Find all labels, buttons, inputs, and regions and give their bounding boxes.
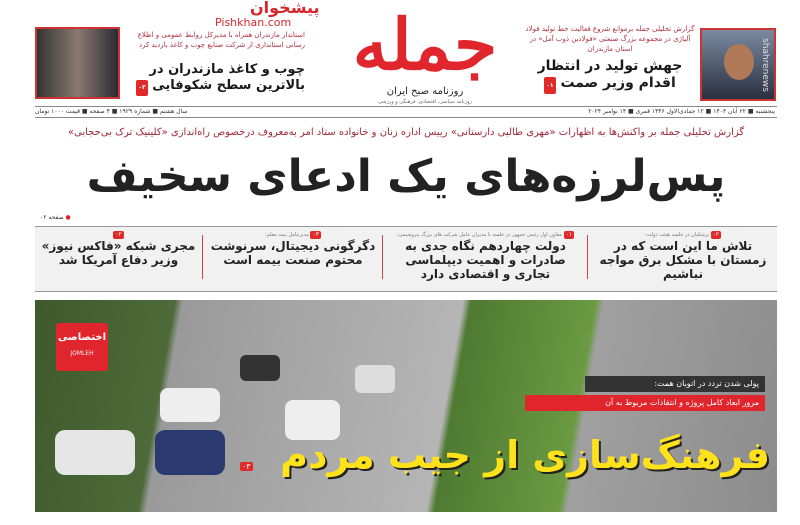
photo-watermark: shahrenews [760,38,771,92]
watermark-url: Pishkhan.com [215,16,292,29]
feature-kicker-1: پولی شدن تردد در اتوبان همت: [585,376,765,392]
main-page-ref: ● صفحه ۰۲ [40,214,71,221]
page-badge: ۰۲ [712,231,720,238]
story-column: ۰۲ پزشکیان در جلسه هیئت دولت: تلاش ما این است که در زمستان با مشکل برق مواجه نباشیم [599,231,767,281]
car [240,355,280,381]
feature-headline: فرهنگ‌سازی از جیب مردم [280,433,770,477]
car [155,430,225,475]
story-column: ۰۳ مدیرعامل بیمه معلم: دگرگونی دیجیتال، سرنوشت محتوم صنعت بیمه است [210,231,376,267]
main-kicker: گزارش تحلیلی جمله بر واکنش‌ها به اظهارات «مهری طالبی دارستانی» رییس اداره زنان و خانواده ستاد امر به‌معروف درخصوص راه‌اندازی «کلینیک ترک بی‌حجابی» [67,127,745,138]
page-badge: ۰۱ [565,231,573,238]
page-badge: ۰۳ [312,231,319,238]
watermark: پیشخوان [250,0,320,17]
page-badge: ۰۱ [544,77,555,94]
story-column: ۰۱ معاون اول رئیس جمهور در جلسه با مدیران عامل شرکت های بزرگ پتروشیمی: دولت چهاردهم نگاه جدی به صادرات و اهمیت دیپلماسی تجاری و اقتصادی دارد [396,231,573,281]
car [160,388,220,422]
face-shape [724,44,754,80]
dateline-date: پنجشنبه ■ ۲۲ آبان ۱۴۰۳ ■ ۱۲ جمادی‌الاول ۱۴۴۶ قمری ■ ۱۴ نوامبر ۲۰۲۴ [588,108,775,115]
rule [35,106,777,107]
top-left-photo [35,27,120,99]
rule [35,117,777,118]
secondary-stories [35,226,777,292]
top-left-headline: چوب و کاغذ مازندران در بالاترین سطح شکوفایی ۰۳ [126,62,305,96]
story-column: ۰۲ مجری شبکه «فاکس نیوز» وزیر دفاع آمریکا شد [41,231,196,267]
tagline: روزنامه صبح ایران [386,86,464,97]
top-right-kicker: گزارش تحلیلی جمله برموانع شروع فعالیت خط تولید فولاد آلیاژی در مجموعه بزرگ صنعتی «فولادین ذوب آمل» در استان مازندران [525,25,695,53]
descriptor: روزنامه سیاسی، اقتصادی، فرهنگی و ورزشی [378,99,472,105]
feature-kicker-2: مرور ابعاد کامل پروژه و انتقادات مربوط به آن [525,395,765,411]
page-badge: ۰۳ [136,80,147,96]
top-right-photo [700,28,776,101]
main-headline: پس‌لرزه‌های یک ادعای سخیف [86,151,726,202]
top-right-headline: جهش تولید در انتظار اقدام وزیر صمت ۰۱ [525,58,695,94]
top-left-kicker: استاندار مازندران همراه با مدیرکل روابط عمومی و اطلاع رسانی استانداری از شرکت صنایع چوب و کاغذ بازدید کرد [137,31,305,49]
dateline-issue: سال هشتم ■ شماره ۱۹۲۹ ■ ۴ صفحه ■ قیمت ۱۰۰۰ تومان [35,108,188,115]
car [55,430,135,475]
page-badge: ۰۲ [115,231,122,238]
page-badge: ۰۳ [242,462,251,471]
exclusive-badge: اختصاصی JOMLEH [56,323,108,371]
masthead-logo: جمله [352,3,498,86]
car [355,365,395,393]
